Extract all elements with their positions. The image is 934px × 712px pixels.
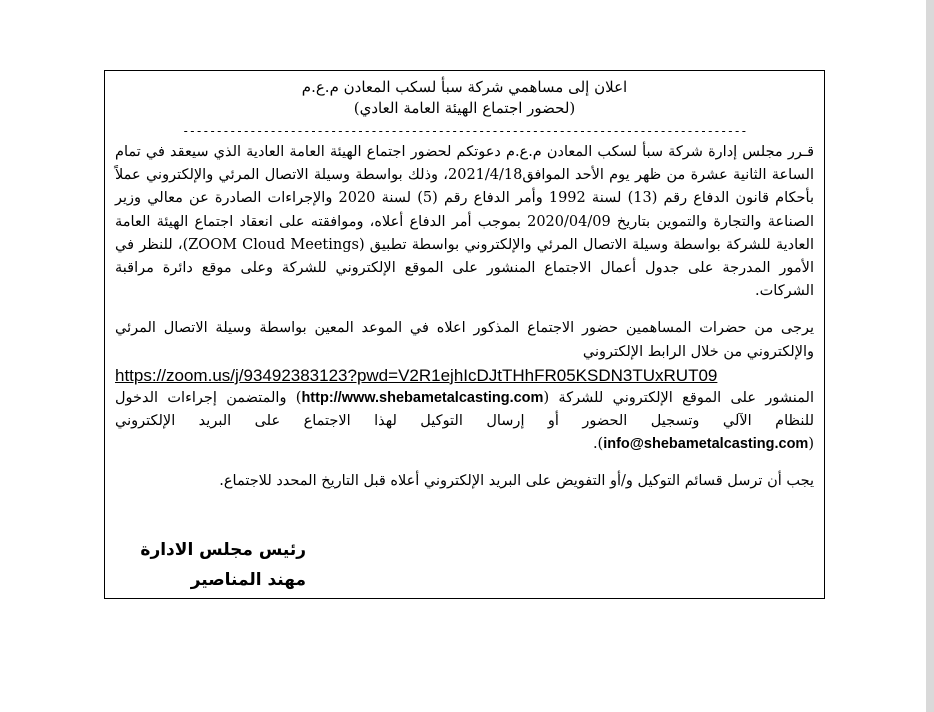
announcement-box xyxy=(104,70,825,599)
paragraph-attendance: يرجى من حضرات المساهمين حضور الاجتماع المذكور اعلاه في الموعد المعين بواسطة وسيلة الاتصال المرئي والإلكتروني من خلال الرابط الإلكتروني xyxy=(115,320,814,360)
website-text-before: المنشور على الموقع الإلكتروني للشركة ( xyxy=(543,389,814,406)
paragraph-resolution: قـرر مجلس إدارة شركة سبأ لسكب المعادن م.ع.م دعوتكم لحضور اجتماع الهيئة العامة العادية الذي سيعقد في تمام الساعة الثانية عشرة من ظهر يوم الأحد الموافق2021/4/18، وذلك بواسطة وسيلة الاتصال المرئي والإلكتروني عملاً بأحكام قانون الدفاع رقم (13) لسنة 1992 وأمر الدفاع رقم (5) لسنة 2020 والإجراءات الصادرة عن معالي وزير الصناعة والتجارة والتموين بتاريخ 2020/04/09 بموجب أمر الدفاع أعلاه، وموافقته على انعقاد اجتماع الهيئة العامة العادية للشركة بواسطة وسيلة الاتصال المرئي والإلكتروني بواسطة تطبيق (ZOOM Cloud Meetings)، للنظر في الأمور المدرجة على جدول أعمال الاجتماع المنشور على الموقع الإلكتروني للشركة وعلى موقع دائرة مراقبة الشركات. xyxy=(115,144,814,300)
company-website-link[interactable]: http://www.shebametalcasting.com xyxy=(301,389,544,406)
website-text-middle: ) والمتضمن إجراءات الدخول للنظام الآلي وتسجيل الحضور أو إرسال التوكيل لهذا الاجتماع على البريد الإلكتروني ( xyxy=(115,389,814,453)
company-email-link[interactable]: info@shebametalcasting.com xyxy=(603,436,809,453)
announcement-subtitle: (لحضور اجتماع الهيئة العامة العادي) xyxy=(353,99,576,117)
announcement-title: اعلان إلى مساهمي شركة سبأ لسكب المعادن م.ع.م xyxy=(301,78,628,96)
website-text-end: ). xyxy=(592,436,604,453)
signature-name: مهند المناصير xyxy=(190,570,306,590)
signature-title: رئيس مجلس الادارة xyxy=(140,540,306,560)
divider-line: ------------------------------------------------------------------------------------ xyxy=(182,124,747,138)
signature-block xyxy=(136,535,306,595)
paragraph-proxy: يجب أن ترسل قسائم التوكيل و/أو التفويض على البريد الإلكتروني أعلاه قبل التاريخ المحدد للاجتماع. xyxy=(219,473,814,490)
zoom-meeting-link[interactable]: https://zoom.us/j/93492383123?pwd=V2R1ejhIcDJtTHhFR05KSDN3TUxRUT09 xyxy=(115,365,718,385)
paragraph-website xyxy=(115,387,814,457)
page-edge-strip xyxy=(926,0,934,712)
